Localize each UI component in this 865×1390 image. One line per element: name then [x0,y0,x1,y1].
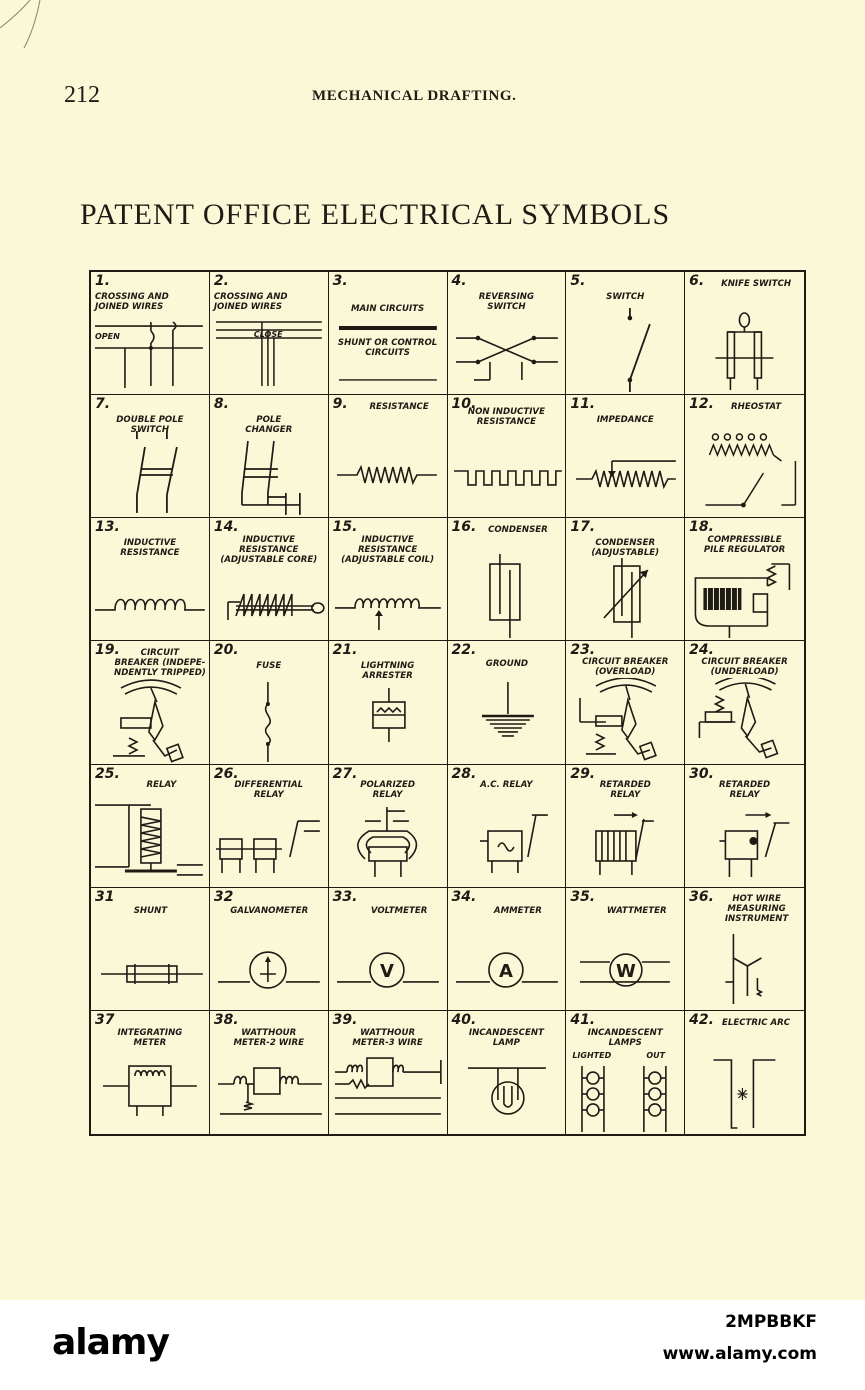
symbol-label: INDUCTIVE RESISTANCE (ADJUSTABLE CORE) [220,535,318,566]
symbol-cell-40 [448,1011,567,1134]
symbol-number: 27. [332,765,358,782]
symbol-cell-36 [685,888,804,1011]
condenser-adjustable-symbol [566,554,684,640]
symbol-label: CIRCUIT BREAKER (OVERLOAD) [582,657,669,678]
watthour-meter-2-wire-symbol [210,1048,328,1134]
hot-wire-measuring-instrument-symbol [685,924,804,1010]
symbol-cell-6 [685,272,804,395]
symbol-cell-30 [685,765,804,888]
inductive-resistance-adjustable-core-symbol [210,554,328,640]
symbol-cell-29 [566,765,685,888]
stock-logo: alamy [52,1322,169,1363]
symbol-label: INDUCTIVE RESISTANCE (ADJUSTABLE COIL) [341,535,435,566]
symbol-cell-42 [685,1011,804,1134]
symbol-cell-20 [210,641,329,764]
symbol-number: 3. [332,273,348,289]
symbol-label: A.C. RELAY [480,779,533,790]
symbol-cell-38 [210,1011,329,1134]
symbol-number: 36. [689,888,714,905]
wattmeter-symbol [566,924,684,1010]
circuit-breaker-underload-symbol [685,678,804,764]
symbol-label: RELAY [146,779,177,790]
symbol-label: GROUND [485,659,529,670]
symbol-label: CONDENSER [488,525,548,536]
symbol-number: 11. [570,396,596,413]
symbol-label: RETARDED RELAY [599,779,651,800]
lightning-arrester-symbol [329,678,447,764]
symbol-cell-26 [210,765,329,888]
symbol-number: 8. [213,396,229,413]
page-title: PATENT OFFICE ELECTRICAL SYMBOLS [80,198,671,231]
symbol-cell-18 [685,518,804,641]
symbol-cell-2 [210,272,329,395]
symbol-number: 1. [95,273,111,289]
compressible-pile-regulator-symbol [685,554,804,640]
knife-switch-symbol [685,308,804,394]
relay-symbol [91,801,209,887]
symbol-cell-7 [91,395,210,518]
symbol-label: DOUBLE POLE SWITCH [116,415,184,436]
inductive-resistance-adjustable-coil-symbol [329,554,447,640]
symbol-cell-9 [329,395,448,518]
symbol-sublabel: OPEN [95,332,120,341]
symbol-label: DIFFERENTIAL RELAY [234,779,304,800]
symbol-label: FUSE [256,661,282,672]
symbol-cell-22 [448,641,567,764]
symbol-cell-3 [329,272,448,395]
symbol-cell-4 [448,272,567,395]
symbol-label: WATTHOUR METER-3 WIRE [352,1027,423,1048]
symbol-number: 37 [95,1011,115,1028]
symbol-number: 2. [213,273,229,289]
pole-changer-symbol [210,431,328,517]
symbol-number: 19. [95,642,120,659]
symbol-number: 20. [213,642,239,659]
symbol-number: 21. [332,642,358,659]
symbol-number: 35. [570,888,596,905]
symbol-cell-31 [91,888,210,1011]
circuit-breaker-overload-symbol [566,678,684,764]
symbol-cell-14 [210,518,329,641]
symbol-label: INDUCTIVE RESISTANCE [120,538,180,559]
incandescent-lamp-symbol [448,1048,566,1134]
symbol-number: 38. [213,1011,239,1028]
symbol-cell-5 [566,272,685,395]
symbol-cell-41 [566,1011,685,1134]
symbol-cell-33 [329,888,448,1011]
symbol-cell-8 [210,395,329,518]
symbol-number: 13. [95,519,120,536]
page-corner-mark [0,0,60,60]
symbol-label: VOLTMETER [370,905,428,916]
symbol-cell-25 [91,765,210,888]
symbol-number: 24. [689,642,714,659]
switch-symbol [566,308,684,394]
symbol-label: MAIN CIRCUITS [350,304,425,314]
symbol-cell-34 [448,888,567,1011]
symbol-number: 33. [332,888,358,905]
symbol-label: CIRCUIT BREAKER (UNDERLOAD) [701,657,788,678]
symbol-label: CROSSING AND JOINED WIRES [95,292,169,312]
symbol-sublabel: SHUNT OR CONTROL CIRCUITS [337,338,438,358]
symbol-label: REVERSING SWITCH [478,292,535,312]
galvanometer-symbol [210,924,328,1010]
symbol-number: 26. [213,765,239,782]
symbol-label: CROSSING AND JOINED WIRES [213,292,288,312]
symbol-cell-15 [329,518,448,641]
polarized-relay-symbol [329,801,447,887]
symbol-label: KNIFE SWITCH [721,279,792,289]
symbol-number: 29. [570,765,596,782]
reversing-switch-symbol [448,308,566,394]
symbol-sublabel: CLOSE [253,330,283,339]
symbol-label: POLARIZED RELAY [360,779,415,800]
symbol-number: 17. [570,519,596,536]
symbol-number: 16. [451,519,477,536]
symbol-number: 41. [570,1011,596,1028]
symbol-cell-17 [566,518,685,641]
symbol-label: NON INDUCTIVE RESISTANCE [467,407,545,428]
symbol-table [89,270,806,1136]
stock-footer [0,1300,865,1390]
symbol-number: 15. [332,519,358,536]
symbol-label: INCANDESCENT LAMP [468,1027,544,1048]
symbol-label: HOT WIRE MEASURING INSTRUMENT [724,893,789,924]
symbol-label: WATTMETER [606,905,667,916]
symbol-cell-10 [448,395,567,518]
symbol-label: LIGHTNING ARRESTER [360,661,415,682]
integrating-meter-symbol [91,1048,209,1134]
stock-image-id: 2MPBBKF [725,1312,817,1332]
page-number: 212 [64,82,100,108]
symbol-cell-24 [685,641,804,764]
symbol-number: 5. [570,273,586,289]
symbol-cell-27 [329,765,448,888]
symbol-number: 10. [451,396,477,413]
symbol-number: 12. [689,396,714,413]
symbol-number: 14. [213,519,239,536]
symbol-number: 6. [689,273,705,289]
symbol-number: 25. [95,765,120,782]
symbol-cell-1 [91,272,210,395]
symbol-number: 22. [451,642,477,659]
symbol-label: CONDENSER (ADJUSTABLE) [591,538,660,559]
lighted-sublabel: LIGHTED [572,1050,612,1060]
symbol-number: 18. [689,519,714,536]
symbol-label: RHEOSTAT [731,402,782,413]
main-and-shunt-circuits-symbol [329,308,447,394]
ground-symbol [448,678,566,764]
symbol-number: 9. [332,396,348,413]
resistance-symbol [329,431,447,517]
symbol-cell-37 [91,1011,210,1134]
symbol-number: 23. [570,642,596,659]
symbol-label: POLE CHANGER [245,415,293,436]
symbol-cell-11 [566,395,685,518]
symbol-cell-39 [329,1011,448,1134]
symbol-number: 30. [689,765,714,782]
symbol-cell-28 [448,765,567,888]
symbol-label: AMMETER [493,905,542,916]
symbol-label: SWITCH [606,292,645,302]
symbol-label: SHUNT [133,905,168,916]
symbol-cell-32 [210,888,329,1011]
running-head: MECHANICAL DRAFTING. [312,88,517,104]
symbol-label: INCANDESCENT LAMPS [587,1027,663,1048]
meter-letter: A [498,960,513,982]
symbol-number: 40. [451,1011,477,1028]
symbol-label: GALVANOMETER [230,905,309,916]
symbol-number: 34. [451,888,477,905]
stock-url: www.alamy.com [662,1344,817,1364]
symbol-label: CIRCUIT BREAKER (INDEPE- NDENTLY TRIPPED) [114,648,206,679]
meter-letter: V [379,960,394,982]
ac-relay-symbol [448,801,566,887]
symbol-label: COMPRESSIBLE PILE REGULATOR [703,535,786,556]
crossing-wires-close-symbol [210,308,328,394]
symbol-number: 42. [689,1011,714,1028]
symbol-cell-16 [448,518,567,641]
symbol-cell-13 [91,518,210,641]
symbol-label: RESISTANCE [369,402,429,413]
symbol-cell-21 [329,641,448,764]
voltmeter-symbol [329,924,447,1010]
impedance-symbol [566,431,684,517]
retarded-relay-symbol [566,801,684,887]
symbol-number: 28. [451,765,477,782]
symbol-label: ELECTRIC ARC [722,1017,791,1028]
non-inductive-resistance-symbol [448,431,566,517]
symbol-number: 39. [332,1011,358,1028]
incandescent-lamps-symbol [566,1048,684,1134]
symbol-label: INTEGRATING METER [117,1027,183,1048]
symbol-label: IMPEDANCE [596,415,654,426]
symbol-cell-35 [566,888,685,1011]
retarded-relay-symbol [685,801,804,887]
differential-relay-symbol [210,801,328,887]
symbol-number: 7. [95,396,111,413]
symbol-number: 32 [213,888,234,905]
watthour-meter-3-wire-symbol [329,1048,447,1134]
symbol-cell-12 [685,395,804,518]
meter-letter: W [616,960,637,982]
fuse-symbol [210,678,328,764]
electric-arc-symbol [685,1048,804,1134]
rheostat-symbol [685,431,804,517]
symbol-cell-23 [566,641,685,764]
circuit-breaker-independently-tripped-symbol [91,678,209,764]
out-sublabel: OUT [646,1050,666,1060]
symbol-label: WATTHOUR METER-2 WIRE [233,1027,304,1048]
shunt-symbol [91,924,209,1010]
symbol-cell-19 [91,641,210,764]
crossing-wires-open-symbol [91,308,209,394]
ammeter-symbol [448,924,566,1010]
condenser-symbol [448,554,566,640]
symbol-label: RETARDED RELAY [719,779,771,800]
double-pole-switch-symbol [91,431,209,517]
symbol-number: 31 [95,888,115,905]
symbol-number: 4. [451,273,467,289]
inductive-resistance-symbol [91,554,209,640]
